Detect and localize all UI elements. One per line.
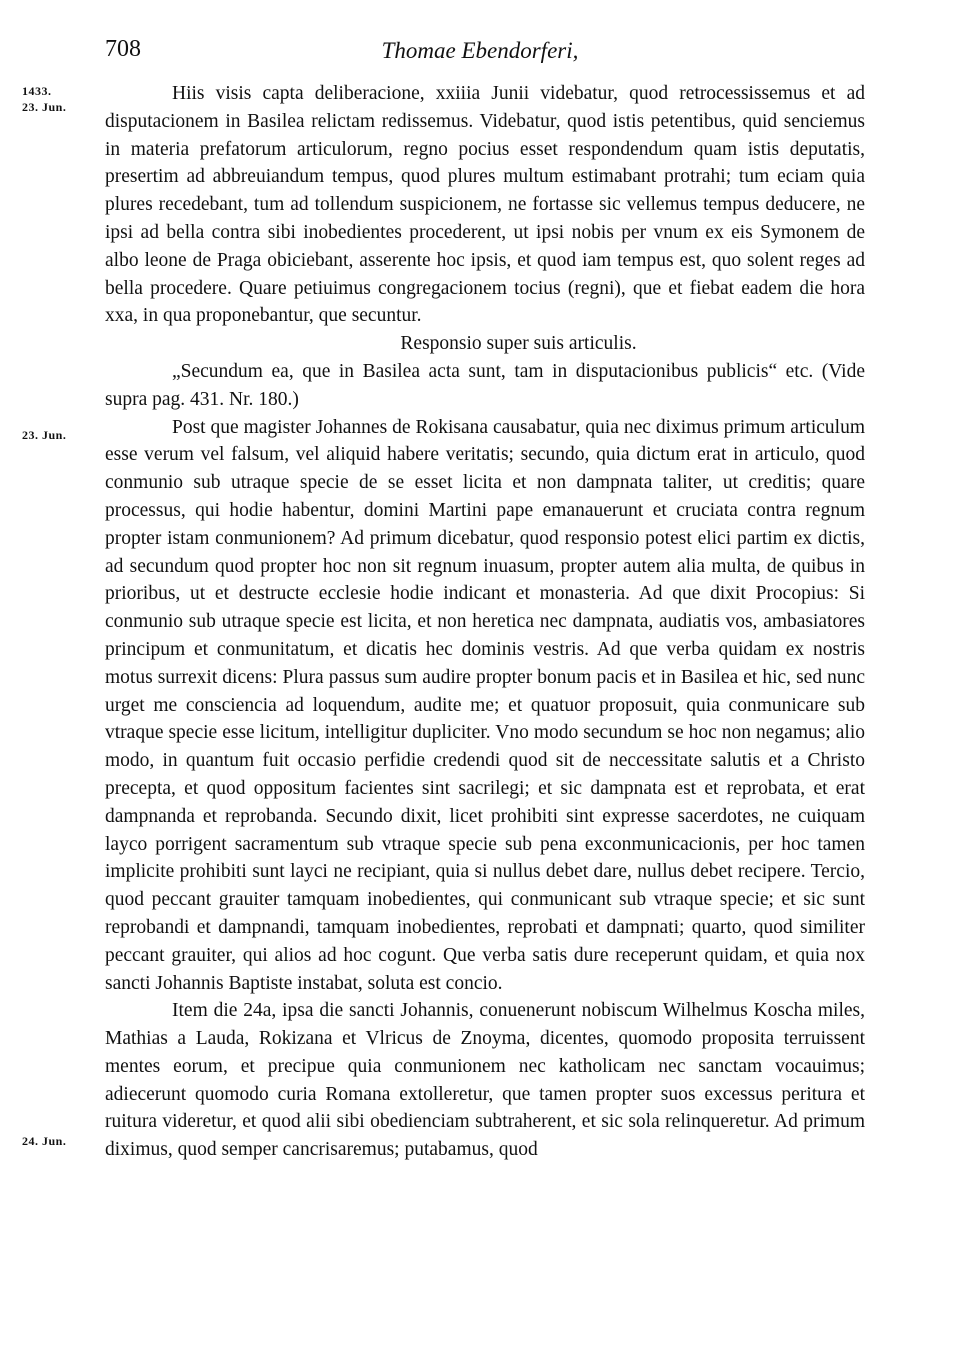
margin-note-date: 23. Jun. [22, 100, 67, 114]
page-number: 708 [105, 36, 141, 62]
margin-note-date: 23. Jun. [22, 428, 67, 442]
paragraph: Hiis visis capta deliberacione, xxiiia Junii videbatur, quod retrocessissemus et ad disputacionem in Basilea relictam redissemus. Videbatur, quod istis petentibus, quid senciemus in materia prefatorum articulorum, regno pocius esset respondendum quam istis deputatis, presertim ad abbreuiandum tempus, quod plures multum estimabant protrahi; tum eciam quia plures recedebant, tum ad tollendum suspicionem, ne fortasse sic vellemus tempus deducere, ne ipsi ad bella contra sibi inobedientes procederent, ut ipsi nobis per vnum ex eis Symonem de albo leone de Praga obiciebant, asserente hoc ipsis, et quod iam tempus est, quo solent reges ad bella procedere. Quare petiuimus congregacionem tocius (regni), que et fiebat eadem die hora xxa, in qua proponebantur, que secuntur. [105, 83, 865, 327]
section-heading: Responsio super suis articulis. [400, 333, 637, 355]
paragraph: Post que magister Johannes de Rokisana causabatur, quia nec diximus primum articulum esse verum vel falsum, vel aliquid habere veritatis; secundo, quia dictum erat in articulo, quod conmunio sub utraque specie de se esset licita et non dampnata taliter, ut creditis; quare processus, qui hodie habentur, domini Martini pape emanauerunt et cruciata contra regnum propter istam conmunionem? Ad primum dicebatur, quod responsio potest elici partim ex dictis, ad secundum quod propter hoc non sit regnum inuasum, propter autem alia multa, de quibus in prioribus, ut et destructe ecclesie hodie indicant et monasteria. Ad que dixit Procopius: Si conmunio sub utraque specie est licita, et non heretica nec dampnata, audiatis vos, ambasiatores principum et conmunitatum, et dicatis hec dominis vestris. Ad que verba quidam ex nostris motus surrexit dicens: Plura passus sum audire propter bonum pacis et in Basilea et hic, sed nunc urget me consciencia ad loquendum, audite me; et quatuor proposuit, quia conmunicare sub vtraque specie esse licitum, intelligitur dupliciter. Vno modo secundum se hoc non negamus; alio modo, in quantum fuit occasio perfidie credendi quod sit de neccessitate salutis et a Christo precepta, et quod oppositum facientes sint sacrilegi; et sic dampnata est et reprobata, et erat dampnanda et reprobanda. Secundo dixit, licet prohibiti sint expresse sacerdotes, ne cuiquam layco porrigent sacramentum sub vtraque specie sub pena exconmunicacionis, per hoc tamen implicite prohibiti sunt layci ne recipiant, quia si nullus debet dare, nullus debet recipere. Tercio, quod peccant grauiter tamquam inobedientes, qui conmunicant sub vtraque specie; et sic sunt reprobandi et dampnandi, tamquam inobedientes, reprobati et dampnati; quarto, quod similiter peccant grauiter, qui alios ad hoc cogunt. Que verba satis dure receperunt quidam, et quia nox sancti Johannis Baptiste instabat, soluta est concio. [105, 416, 865, 994]
body-text [105, 80, 865, 1164]
margin-note-year: 1433. [22, 84, 52, 98]
paragraph: Item die 24a, ipsa die sancti Johannis, conuenerunt nobiscum Wilhelmus Koscha miles, Mathias a Lauda, Rokizana et Vlricus de Znoyma, dicentes, quomodo proposita terruissent mentes eorum, et precipue quia conmunionem nec katholicam nec sanctam vocauimus; adiecerunt quomodo curia Romana extolleretur, que tamen propter suos excessus peritura et ruitura videretur, et quod alii sibi obedienciam subtraherent, et sic sola relinqueretur. Ad primum diximus, quod semper cancrisaremus; putabamus, quod [105, 1000, 865, 1161]
running-title: Thomae Ebendorferi, [381, 38, 579, 63]
paragraph: „Secundum ea, que in Basilea acta sunt, tam in disputacionibus publicis“ etc. (Vide supra pag. 431. Nr. 180.) [105, 360, 865, 410]
margin-note-date: 24. Jun. [22, 1134, 67, 1148]
